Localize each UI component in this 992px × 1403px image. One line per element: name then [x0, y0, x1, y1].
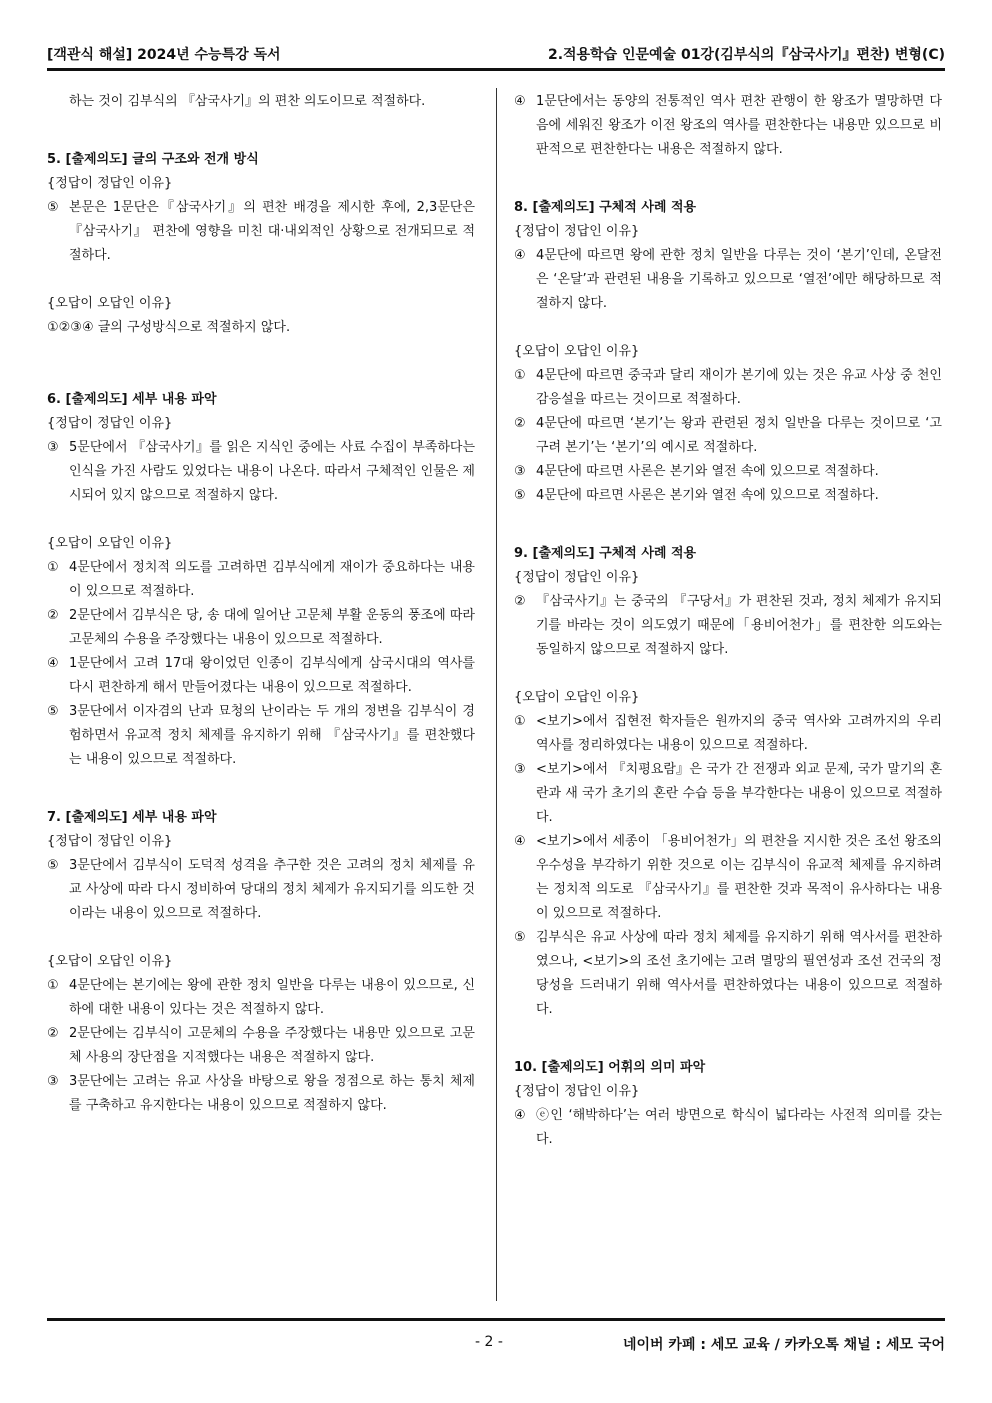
item-text: 3문단에서 김부식이 도덕적 성격을 추구한 것은 고려의 정치 체제를 유교 사상에 따라 다시 정비하여 당대의 정치 체제가 유지되기를 의도한 것이라는 내용이 있으므로 적절하다.: [69, 858, 475, 921]
answer-item: [47, 854, 475, 926]
answer-item: [514, 484, 942, 508]
answer-item: [514, 590, 942, 662]
answer-item: [514, 710, 942, 758]
item-number: ⑤: [47, 704, 59, 719]
answer-item: [47, 1070, 475, 1118]
item-number: ②: [514, 416, 526, 431]
item-number: ③: [514, 464, 526, 479]
left-column: [47, 90, 475, 1118]
question-9: [514, 542, 942, 1022]
item-number: ④: [47, 656, 59, 671]
wrong-reason-tag: {오답이 오답인 이유}: [514, 344, 640, 359]
correct-reason-tag: {정답이 정답인 이유}: [514, 570, 640, 585]
answer-item: [514, 364, 942, 412]
page-footer: [47, 1334, 945, 1358]
header-right-title: 2.적용학습 인문예술 01강(김부식의『삼국사기』편찬) 변형(C): [547, 47, 945, 63]
question-title: 8. [출제의도] 구체적 사례 적용: [514, 200, 697, 215]
wrong-reason-tag: {오답이 오답인 이유}: [47, 954, 173, 969]
question-8: [514, 196, 942, 508]
item-text: 1문단에서는 동양의 전통적인 역사 편찬 관행이 한 왕조가 멸망하면 다음에 세워진 왕조가 이전 왕조의 역사를 편찬한다는 내용만 있으므로 비판적으로 편찬한다는 내용은 적절하지 않다.: [536, 94, 942, 157]
question-5: [47, 148, 475, 340]
item-text: 2문단에는 김부식이 고문체의 수용을 주장했다는 내용만 있으므로 고문체 사용의 장단점을 지적했다는 내용은 적절하지 않다.: [69, 1026, 475, 1065]
item-text: 2문단에서 김부식은 당, 송 대에 일어난 고문체 부활 운동의 풍조에 따라 고문체의 수용을 주장했다는 내용이 있으므로 적절하다.: [69, 608, 475, 647]
item-number: ④: [514, 834, 526, 849]
item-number: ②: [47, 1026, 59, 1041]
item-text: <보기>에서 집현전 학자들은 원까지의 중국 역사와 고려까지의 우리 역사를 정리하였다는 내용이 있으므로 적절하다.: [536, 714, 942, 753]
item-text: 김부식은 유교 사상에 따라 정치 체제를 유지하기 위해 역사서를 편찬하였으나, <보기>의 조선 초기에는 고려 멸망의 필연성과 조선 건국의 정당성을 드러내기 위해 역사서를 편찬하였다는 내용이 있으므로 적절하다.: [536, 930, 942, 1017]
answer-item: [514, 830, 942, 926]
answer-item: [514, 1104, 942, 1152]
answer-item: [514, 758, 942, 830]
item-text: 본문은 1문단은『삼국사기』의 편찬 배경을 제시한 후에, 2,3문단은 『삼국사기』 편찬에 영향을 미친 대·내외적인 상황으로 전개되므로 적절하다.: [69, 200, 475, 263]
answer-item: [47, 974, 475, 1022]
header-left-title: [객관식 해설] 2024년 수능특강 독서: [47, 47, 281, 63]
answer-item: [514, 460, 942, 484]
answer-item: [514, 244, 942, 316]
item-text: <보기>에서 세종이 「용비어천가」의 편찬을 지시한 것은 조선 왕조의 우수성을 부각하기 위한 것으로 이는 김부식이 유교적 체제를 유지하려는 정치적 의도로 『삼국사기』를 편찬한 것과 목적이 유사하다는 내용이 있으므로 적절하다.: [536, 834, 942, 921]
wrong-reason-tag: {오답이 오답인 이유}: [47, 296, 173, 311]
item-number: ①: [47, 978, 59, 993]
item-number: ④: [514, 94, 526, 109]
answer-item: [47, 196, 475, 268]
correct-reason-tag: {정답이 정답인 이유}: [47, 416, 173, 431]
footer-channel-info: 네이버 카페 : 세모 교육 / 카카오톡 채널 : 세모 국어: [622, 1337, 945, 1353]
item-number: ③: [47, 1074, 59, 1089]
header-rule: [47, 68, 945, 71]
item-text: 4문단에 따르면 왕에 관한 정치 일반을 다루는 것이 ‘본기’인데, 온달전은 ‘온달’과 관련된 내용을 기록하고 있으므로 ‘열전’에만 해당하므로 적절하지 않다.: [536, 248, 942, 311]
item-text: <보기>에서 『치평요람』은 국가 간 전쟁과 외교 문제, 국가 말기의 혼란과 새 국가 초기의 혼란 수습 등을 부각한다는 내용이 있으므로 적절하다.: [536, 762, 942, 825]
page-number: - 2 -: [475, 1334, 503, 1350]
item-text: 4문단에 따르면 중국과 달리 재이가 본기에 있는 것은 유교 사상 중 천인감응설을 따르는 것이므로 적절하다.: [536, 368, 942, 407]
item-number: ⑤: [47, 858, 59, 873]
item-number: ④: [514, 1108, 526, 1123]
answer-item: [47, 1022, 475, 1070]
answer-item: [514, 90, 942, 162]
correct-reason-tag: {정답이 정답인 이유}: [47, 176, 173, 191]
answer-item: [47, 604, 475, 652]
correct-reason-tag: {정답이 정답인 이유}: [514, 1084, 640, 1099]
question-title: 10. [출제의도] 어휘의 의미 파악: [514, 1060, 706, 1075]
answer-item: [47, 556, 475, 604]
item-text: 『삼국사기』는 중국의 『구당서』가 편찬된 것과, 정치 체제가 유지되기를 바라는 것이 의도였기 때문에「용비어천가」를 편찬한 의도와는 동일하지 않으므로 적절하지 않다.: [536, 594, 942, 657]
answer-item: [514, 412, 942, 460]
question-6: [47, 388, 475, 772]
question-title: 6. [출제의도] 세부 내용 파악: [47, 392, 217, 407]
wrong-reason-line: ①②③④ 글의 구성방식으로 적절하지 않다.: [47, 320, 291, 335]
item-text: 4문단에서 정치적 의도를 고려하면 김부식에게 재이가 중요하다는 내용이 있으므로 적절하다.: [69, 560, 475, 599]
item-number: ⑤: [514, 930, 526, 945]
wrong-reason-tag: {오답이 오답인 이유}: [47, 536, 173, 551]
correct-reason-tag: {정답이 정답인 이유}: [514, 224, 640, 239]
question-7: [47, 806, 475, 1118]
item-number: ①: [514, 368, 526, 383]
item-number: ③: [47, 440, 59, 455]
item-number: ①: [514, 714, 526, 729]
item-text: ⓔ인 ‘해박하다’는 여러 방면으로 학식이 넓다라는 사전적 의미를 갖는다.: [536, 1108, 942, 1147]
right-column: [514, 90, 942, 1152]
item-number: ⑤: [514, 488, 526, 503]
answer-item: [514, 926, 942, 1022]
column-divider: [496, 88, 497, 1301]
item-text: 3문단에서 이자겸의 난과 묘청의 난이라는 두 개의 정변을 김부식이 경험하면서 유교적 정치 체제를 유지하기 위해 『삼국사기』를 편찬했다는 내용이 있으므로 적절하다.: [69, 704, 475, 767]
item-number: ②: [514, 594, 526, 609]
item-number: ②: [47, 608, 59, 623]
item-text: 1문단에서 고려 17대 왕이었던 인종이 김부식에게 삼국시대의 역사를 다시 편찬하게 해서 만들어졌다는 내용이 있으므로 적절하다.: [69, 656, 475, 695]
item-text: 3문단에는 고려는 유교 사상을 바탕으로 왕을 정점으로 하는 통치 체제를 구축하고 유지한다는 내용이 있으므로 적절하지 않다.: [69, 1074, 475, 1113]
item-text: 하는 것이 김부식의 『삼국사기』의 편찬 의도이므로 적절하다.: [69, 94, 426, 109]
item-text: 4문단에 따르면 ‘본기’는 왕과 관련된 정치 일반을 다루는 것이므로 ‘고구려 본기’는 ‘본기’의 예시로 적절하다.: [536, 416, 942, 455]
answer-item: [47, 652, 475, 700]
continued-item: [47, 90, 475, 114]
item-number: ①: [47, 560, 59, 575]
item-text: 4문단에 따르면 사론은 본기와 열전 속에 있으므로 적절하다.: [536, 488, 879, 503]
question-title: 9. [출제의도] 구체적 사례 적용: [514, 546, 697, 561]
question-10: [514, 1056, 942, 1152]
item-text: 5문단에서 『삼국사기』를 읽은 지식인 중에는 사료 수집이 부족하다는 인식을 가진 사람도 있었다는 내용이 나온다. 따라서 구체적인 인물은 제시되어 있지 않으므로 적절하지 않다.: [69, 440, 475, 503]
item-text: 4문단에 따르면 사론은 본기와 열전 속에 있으므로 적절하다.: [536, 464, 879, 479]
question-title: 5. [출제의도] 글의 구조와 전개 방식: [47, 152, 259, 167]
answer-item: [47, 700, 475, 772]
answer-item: [47, 436, 475, 508]
item-number: ④: [514, 248, 526, 263]
question-title: 7. [출제의도] 세부 내용 파악: [47, 810, 217, 825]
page-header: [47, 44, 945, 66]
item-number: ③: [514, 762, 526, 777]
footer-rule: [47, 1318, 945, 1321]
item-text: 4문단에는 본기에는 왕에 관한 정치 일반을 다루는 내용이 있으므로, 신하에 대한 내용이 있다는 것은 적절하지 않다.: [69, 978, 475, 1017]
item-number: ⑤: [47, 200, 59, 215]
wrong-reason-tag: {오답이 오답인 이유}: [514, 690, 640, 705]
correct-reason-tag: {정답이 정답인 이유}: [47, 834, 173, 849]
